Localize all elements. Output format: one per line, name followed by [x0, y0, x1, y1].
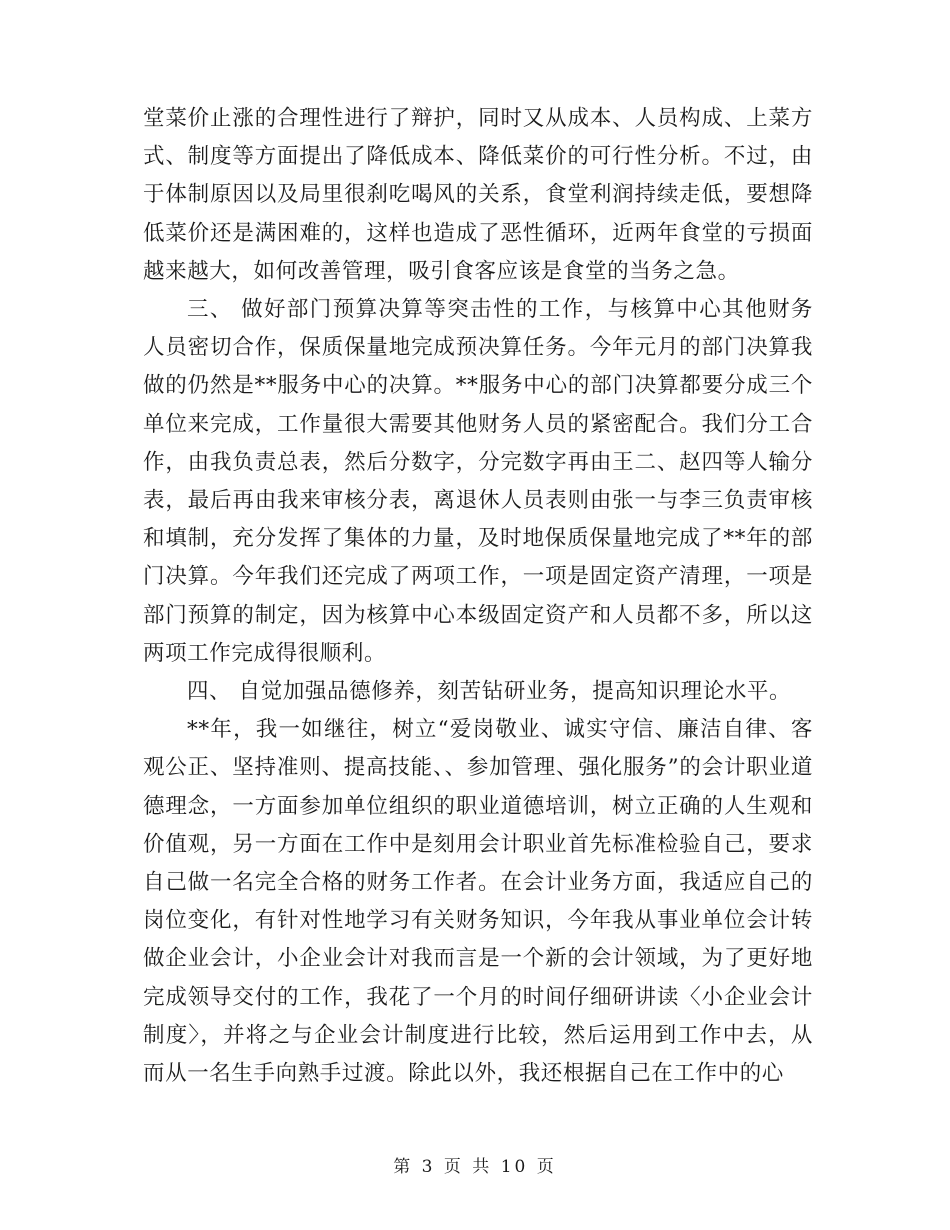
- paragraph-section-four-body: **年，我一如继往，树立“爱岗敬业、诚实守信、廉洁自律、客观公正、坚持准则、提高技能、、参加管理、强化服务”的会计职业道德理念，一方面参加单位组织的职业道德培训，树立正确的人生观和价值观，另一方面在工作中是刻用会计职业首先标准检验自己，要求自己做一名完全合格的财务工作者。在会计业务方面，我适应自己的岗位变化，有针对性地学习有关财务知识，今年我从事业单位会计转做企业会计，小企业会计对我而言是一个新的会计领域，为了更好地完成领导交付的工作，我花了一个月的时间仔细研讲读〈小企业会计制度〉，并将之与企业会计制度进行比较，然后运用到工作中去，从而从一名生手向熟手过渡。除此以外，我还根据自己在工作中的心: [143, 717, 813, 1087]
- document-body: [143, 100, 813, 1093]
- paragraph-section-three: 三、 做好部门预算决算等突击性的工作，与核算中心其他财务人员密切合作，保质保量地完成预决算任务。今年元月的部门决算我做的仍然是**服务中心的决算。**服务中心的部门决算都要分成三个单位来完成，工作量很大需要其他财务人员的紧密配合。我们分工合作，由我负责总表，然后分数字，分完数字再由王二、赵四等人输分表，最后再由我来审核分表，离退休人员表则由张一与李三负责审核和填制，充分发挥了集体的力量，及时地保质保量地完成了**年的部门决算。今年我们还完成了两项工作，一项是固定资产清理，一项是部门预算的制定，因为核算中心本级固定资产和人员都不多，所以这两项工作完成得很顺利。: [143, 297, 813, 666]
- paragraph-continuation: 堂菜价止涨的合理性进行了辩护，同时又从成本、人员构成、上菜方式、制度等方面提出了降低成本、降低菜价的可行性分析。不过，由于体制原因以及局里很刹吃喝风的关系，食堂利润持续走低，要想降低菜价还是满困难的，这样也造成了恶性循环，近两年食堂的亏损面越来越大，如何改善管理，吸引食客应该是食堂的当务之急。: [143, 106, 813, 284]
- page-number-footer: 第 3 页 共 10 页: [393, 1157, 557, 1177]
- paragraph-section-four-heading: 四、 自觉加强品德修养，刻苦钻研业务，提高知识理论水平。: [187, 679, 792, 705]
